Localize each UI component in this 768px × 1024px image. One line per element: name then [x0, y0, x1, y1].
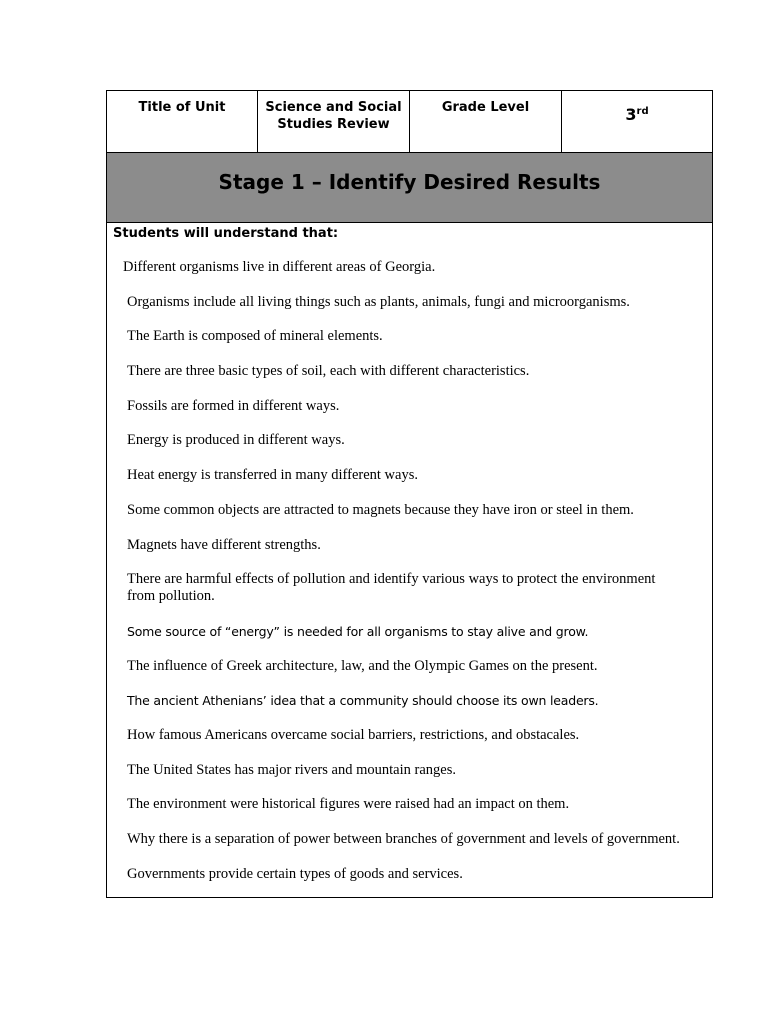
list-item: How famous Americans overcame social barriers, restrictions, and obstacales. — [127, 726, 580, 743]
list-item: The ancient Athenians’ idea that a community should choose its own leaders. — [127, 693, 599, 709]
list-item: The United States has major rivers and mountain ranges. — [127, 761, 456, 778]
stage-title: Stage 1 – Identify Desired Results — [218, 169, 601, 194]
list-item: Magnets have different strengths. — [127, 536, 321, 553]
grade-level-label: Grade Level — [410, 91, 562, 152]
grade-level-value — [562, 99, 712, 123]
list-item: Energy is produced in different ways. — [127, 432, 345, 449]
title-of-unit-label: Title of Unit — [107, 91, 258, 152]
list-item: Some source of “energy” is needed for all organisms to stay alive and grow. — [127, 623, 589, 639]
list-item: Fossils are formed in different ways. — [127, 397, 340, 414]
stage-banner — [107, 153, 712, 223]
list-item: Some common objects are attracted to magnets because they have iron or steel in them. — [127, 501, 634, 518]
understandings-label: Students will understand that: — [113, 226, 339, 241]
header-row — [107, 91, 712, 153]
unit-plan-table — [106, 90, 713, 898]
list-item: Why there is a separation of power between branches of government and levels of government. — [127, 831, 680, 847]
list-item: Different organisms live in different areas of Georgia. — [123, 259, 436, 275]
unit-name: Science and Social Studies Review — [258, 91, 410, 152]
list-item: The Earth is composed of mineral elements. — [127, 328, 383, 345]
understandings-list — [113, 259, 712, 883]
list-item: Heat energy is transferred in many different ways. — [127, 467, 418, 484]
grade-suffix: rd — [636, 106, 649, 117]
list-item: There are three basic types of soil, each with different characteristics. — [127, 363, 530, 380]
list-item: There are harmful effects of pollution and identify various ways to protect the environment from pollution. — [127, 571, 656, 605]
grade-level-cell — [562, 91, 712, 152]
list-item: Organisms include all living things such as plants, animals, fungi and microorganisms. — [127, 293, 630, 310]
list-item: Governments provide certain types of goods and services. — [127, 865, 463, 882]
grade-number: 3 — [625, 105, 637, 124]
list-item: The influence of Greek architecture, law, and the Olympic Games on the present. — [127, 657, 598, 674]
understandings-cell — [107, 223, 712, 883]
list-item: The environment were historical figures were raised had an impact on them. — [127, 796, 570, 813]
